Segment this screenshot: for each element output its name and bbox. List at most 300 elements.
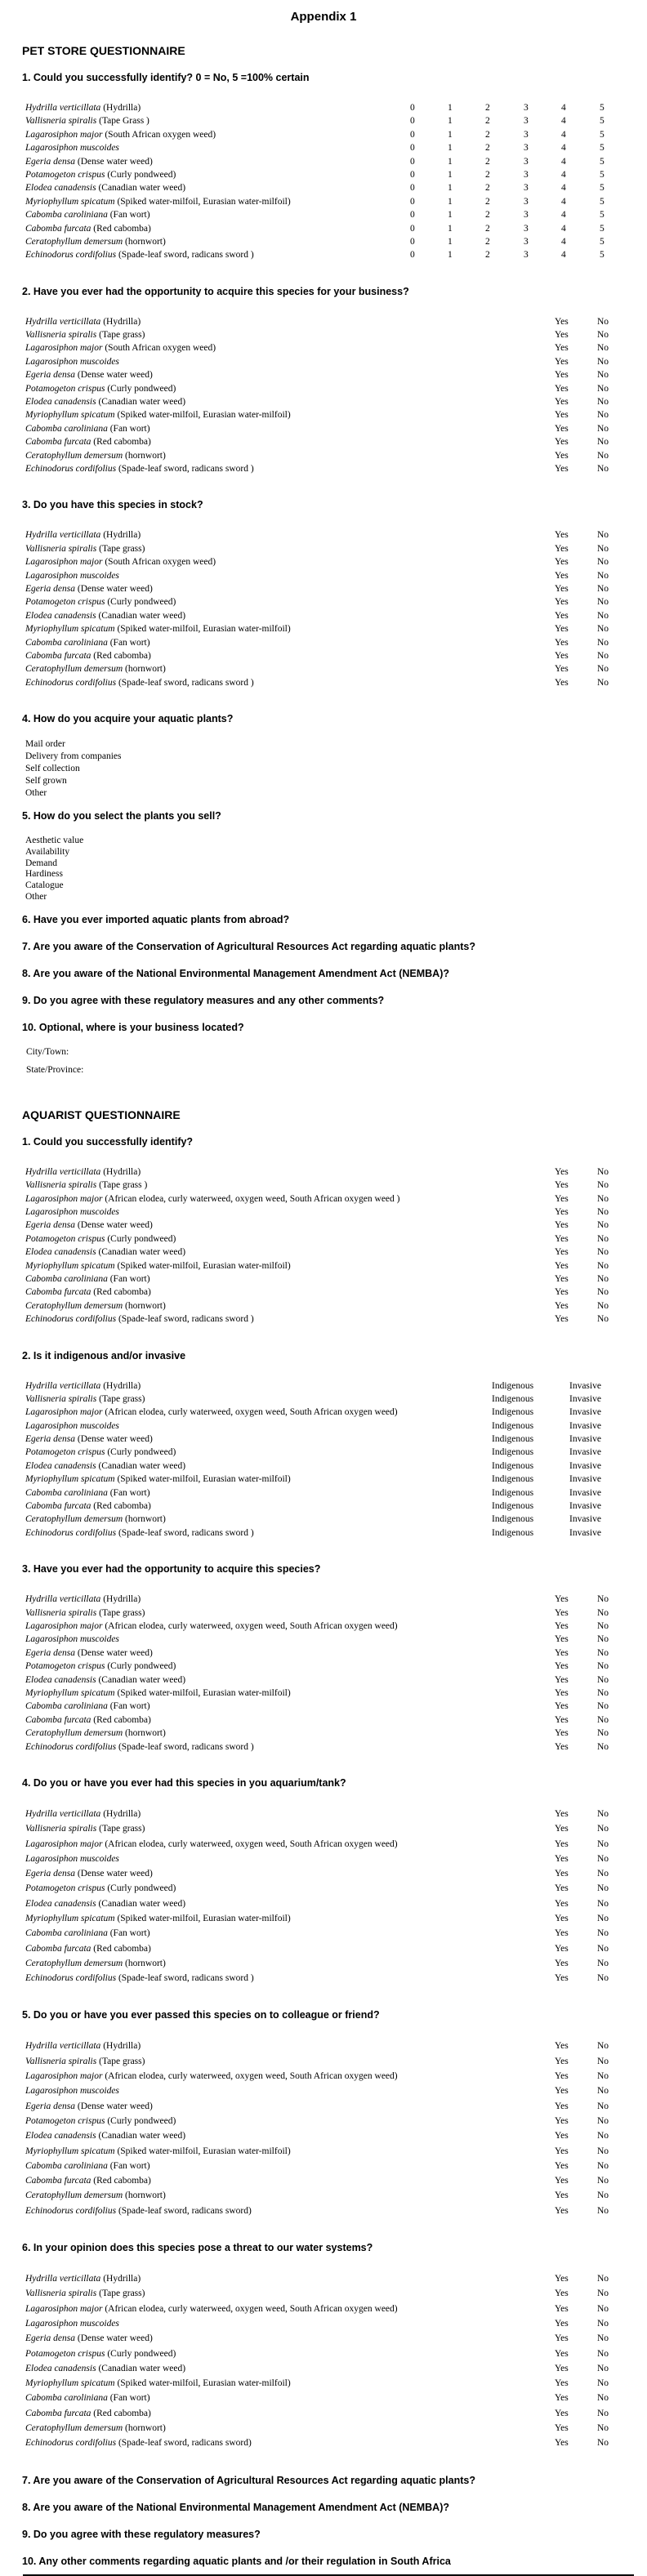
species-common-name: (Spiked water-milfoil, Eurasian water-milfoil)	[114, 410, 291, 421]
species-row	[0, 1473, 647, 1486]
answer-option-yes: Yes	[555, 1273, 569, 1284]
species-name	[25, 397, 185, 407]
answer-option-yes: Yes	[555, 1207, 569, 1218]
species-name	[25, 2176, 151, 2186]
species-row	[0, 1660, 647, 1673]
species-name	[25, 210, 150, 220]
species-common-name: (Canadian water weed)	[96, 1898, 186, 1909]
answer-option-yes: Yes	[555, 2333, 569, 2344]
species-name	[25, 584, 153, 594]
answer-option-5: 5	[600, 156, 605, 167]
species-common-name: (Dense water weed)	[75, 2333, 153, 2344]
species-scientific-name: Hydrilla verticillata	[25, 1594, 101, 1605]
species-name	[25, 2057, 145, 2066]
species-scientific-name: Lagarosiphon muscoides	[25, 570, 119, 581]
species-scientific-name: Elodea canadensis	[25, 1674, 96, 1685]
answer-option-no: No	[597, 1233, 609, 1244]
answer-option-3: 3	[524, 156, 529, 167]
species-table	[0, 1807, 647, 1986]
species-row	[0, 2331, 647, 2346]
document-page	[0, 10, 647, 2567]
species-common-name: (Curly pondweed)	[105, 2115, 176, 2126]
species-name	[25, 2378, 291, 2388]
answer-option-no: No	[597, 1661, 609, 1672]
species-name	[25, 1167, 141, 1177]
species-common-name: (Tape grass)	[96, 1393, 145, 1404]
location-fields	[26, 1047, 647, 1076]
species-row	[0, 168, 647, 181]
answer-option-5: 5	[600, 250, 605, 261]
species-name	[25, 1180, 147, 1190]
species-scientific-name: Lagarosiphon muscoides	[25, 1634, 119, 1645]
species-common-name: (Spade-leaf sword, radicans sword)	[116, 2205, 252, 2216]
species-scientific-name: Lagarosiphon major	[25, 1621, 103, 1631]
answer-option-no: No	[597, 543, 609, 554]
question-heading-aquarist-10: 10. Any other comments regarding aquatic plants and /or their regulation in South Africa	[22, 2555, 451, 2567]
choice-option: Other	[25, 788, 47, 799]
species-row	[0, 1272, 647, 1286]
species-common-name: (Spiked water-milfoil, Eurasian water-milfoil)	[114, 196, 291, 207]
species-row	[0, 248, 647, 261]
answer-option-2: 2	[485, 129, 490, 140]
location-field-label: City/Town:	[26, 1046, 69, 1057]
species-scientific-name: Egeria densa	[25, 1220, 76, 1231]
answer-option-invasive: Invasive	[569, 1474, 601, 1485]
species-scientific-name: Hydrilla verticillata	[25, 2041, 101, 2052]
species-row	[0, 542, 647, 555]
species-common-name: (South African oxygen weed)	[102, 343, 216, 354]
species-row	[0, 341, 647, 354]
species-name	[25, 1914, 291, 1923]
answer-option-yes: Yes	[555, 1808, 569, 1819]
question-heading-aquarist-3: 3. Have you ever had the opportunity to acquire this species?	[22, 1563, 321, 1575]
answer-option-3: 3	[524, 223, 529, 234]
species-name	[25, 2086, 119, 2096]
answer-option-yes: Yes	[555, 677, 569, 688]
answer-option-no: No	[597, 2318, 609, 2329]
species-common-name: (Hydrilla)	[100, 316, 141, 327]
answer-option-no: No	[597, 2205, 609, 2216]
answer-option-yes: Yes	[555, 343, 569, 354]
question-heading-aquarist-9: 9. Do you agree with these regulatory measures?	[22, 2528, 261, 2540]
species-name	[25, 1661, 176, 1671]
answer-option-yes: Yes	[555, 1728, 569, 1739]
answer-option-yes: Yes	[555, 1166, 569, 1177]
answer-option-no: No	[597, 1634, 609, 1645]
answer-option-yes: Yes	[555, 570, 569, 581]
species-common-name: (Red cabomba)	[91, 1501, 151, 1512]
species-row	[0, 368, 647, 381]
species-common-name: (Curly pondweed)	[105, 1233, 176, 1244]
species-row	[0, 1419, 647, 1433]
species-name	[25, 1824, 145, 1834]
species-name	[25, 2190, 166, 2200]
answer-option-no: No	[597, 664, 609, 675]
species-table	[0, 315, 647, 476]
species-common-name: (Spade-leaf sword, radicans sword)	[116, 2438, 252, 2449]
species-common-name: (Spade-leaf sword, radicans sword )	[116, 1314, 254, 1325]
answer-option-no: No	[597, 1958, 609, 1968]
answer-option-invasive: Invasive	[569, 1380, 601, 1391]
answer-option-yes: Yes	[555, 1260, 569, 1271]
answer-option-yes: Yes	[555, 2408, 569, 2418]
species-scientific-name: Cabomba caroliniana	[25, 637, 108, 648]
species-common-name: (Fan wort)	[107, 2160, 150, 2171]
species-name	[25, 143, 119, 153]
answer-option-no: No	[597, 2071, 609, 2082]
species-common-name: (Red cabomba)	[91, 650, 151, 661]
answer-option-yes: Yes	[555, 2274, 569, 2284]
species-name	[25, 1247, 185, 1257]
species-scientific-name: Potamogeton crispus	[25, 2115, 105, 2126]
species-row	[0, 1446, 647, 1459]
species-name	[25, 237, 166, 247]
species-scientific-name: Echinodorus cordifolius	[25, 2205, 117, 2216]
species-name	[25, 116, 149, 126]
answer-option-invasive: Invasive	[569, 1420, 601, 1431]
answer-option-indigenous: Indigenous	[492, 1501, 534, 1512]
species-name	[25, 357, 119, 367]
species-common-name: (Spade-leaf sword, radicans sword )	[116, 1527, 254, 1538]
species-row	[0, 1406, 647, 1419]
location-field-label: State/Province:	[26, 1064, 84, 1075]
answer-option-yes: Yes	[555, 557, 569, 568]
species-common-name: (Red cabomba)	[91, 1287, 151, 1298]
species-row	[0, 2039, 647, 2053]
answer-option-invasive: Invasive	[569, 1487, 601, 1498]
answer-option-no: No	[597, 650, 609, 661]
species-name	[25, 611, 185, 621]
species-name	[25, 1261, 291, 1271]
species-name	[25, 2289, 145, 2298]
species-name	[25, 1488, 150, 1498]
species-scientific-name: Cabomba caroliniana	[25, 1701, 108, 1712]
answer-option-no: No	[597, 2393, 609, 2404]
answer-option-3: 3	[524, 210, 529, 221]
answer-option-0: 0	[410, 196, 415, 207]
answer-option-no: No	[597, 343, 609, 354]
species-table	[0, 1593, 647, 1754]
species-row	[0, 1286, 647, 1299]
question-heading-aquarist-8: 8. Are you aware of the National Environmental Management Amendment Act (NEMBA)?	[22, 2501, 449, 2513]
species-row	[0, 2391, 647, 2405]
species-common-name: (hornwort)	[123, 236, 166, 247]
species-common-name: (Red cabomba)	[91, 1714, 151, 1725]
species-name	[25, 1899, 185, 1909]
species-common-name: (African elodea, curly waterweed, oxygen weed, South African oxygen weed)	[102, 1621, 398, 1631]
question-heading-aquarist-2: 2. Is it indigenous and/or invasive	[22, 1349, 186, 1362]
species-scientific-name: Lagarosiphon major	[25, 343, 103, 354]
answer-option-invasive: Invasive	[569, 1527, 601, 1538]
answer-option-0: 0	[410, 223, 415, 234]
species-name	[25, 183, 185, 193]
answer-option-no: No	[597, 1869, 609, 1879]
answer-option-no: No	[597, 1607, 609, 1618]
answer-option-yes: Yes	[555, 637, 569, 648]
species-scientific-name: Lagarosiphon muscoides	[25, 356, 119, 367]
answer-option-no: No	[597, 1674, 609, 1685]
species-row	[0, 2376, 647, 2391]
answer-option-no: No	[597, 1928, 609, 1939]
answer-option-no: No	[597, 624, 609, 635]
answer-option-yes: Yes	[555, 1883, 569, 1894]
species-name	[25, 1501, 151, 1511]
answer-option-4: 4	[561, 169, 566, 180]
species-scientific-name: Ceratophyllum demersum	[25, 450, 123, 461]
species-name	[25, 1883, 176, 1893]
species-common-name: (Curly pondweed)	[105, 1883, 176, 1894]
answer-option-yes: Yes	[555, 2303, 569, 2314]
answer-option-3: 3	[524, 196, 529, 207]
species-common-name: (Red cabomba)	[91, 2176, 151, 2186]
answer-option-4: 4	[561, 129, 566, 140]
species-name	[25, 1514, 166, 1524]
species-scientific-name: Vallisneria spiralis	[25, 330, 97, 341]
species-row	[0, 128, 647, 141]
answer-option-0: 0	[410, 169, 415, 180]
species-scientific-name: Myriophyllum spicatum	[25, 1474, 115, 1485]
answer-option-invasive: Invasive	[569, 1434, 601, 1445]
question-heading-pet-store-7: 7. Are you aware of the Conservation of Agricultural Resources Act regarding aquatic plants?	[22, 940, 475, 952]
species-name	[25, 1220, 153, 1230]
species-scientific-name: Lagarosiphon muscoides	[25, 2086, 119, 2097]
answer-option-no: No	[597, 1838, 609, 1849]
species-name	[25, 664, 166, 674]
species-name	[25, 1287, 151, 1297]
species-scientific-name: Cabomba furcata	[25, 1287, 91, 1298]
question-heading-aquarist-1: 1. Could you successfully identify?	[22, 1135, 194, 1148]
answer-option-2: 2	[485, 116, 490, 127]
answer-option-1: 1	[448, 129, 453, 140]
species-table	[0, 2039, 647, 2218]
species-name	[25, 2364, 185, 2373]
answer-option-0: 0	[410, 116, 415, 127]
answer-option-indigenous: Indigenous	[492, 1393, 534, 1404]
species-common-name: (Dense water weed)	[75, 2101, 153, 2111]
species-name	[25, 638, 150, 648]
answer-option-yes: Yes	[555, 1287, 569, 1298]
answer-option-no: No	[597, 1300, 609, 1311]
answer-option-3: 3	[524, 103, 529, 113]
species-common-name: (Fan wort)	[107, 1487, 150, 1498]
answer-option-no: No	[597, 1220, 609, 1231]
answer-option-yes: Yes	[555, 1869, 569, 1879]
species-name	[25, 530, 141, 540]
species-common-name: (Spade-leaf sword, radicans sword )	[116, 250, 254, 261]
species-row	[0, 622, 647, 635]
species-scientific-name: Lagarosiphon major	[25, 1838, 103, 1849]
answer-option-2: 2	[485, 143, 490, 154]
species-scientific-name: Hydrilla verticillata	[25, 2274, 101, 2284]
answer-option-4: 4	[561, 210, 566, 221]
species-name	[25, 1407, 398, 1417]
answer-option-no: No	[597, 2289, 609, 2299]
species-scientific-name: Myriophyllum spicatum	[25, 624, 115, 635]
species-row	[0, 1526, 647, 1540]
species-common-name: (Canadian water weed)	[96, 610, 186, 621]
species-scientific-name: Egeria densa	[25, 583, 76, 594]
species-row	[0, 101, 647, 114]
species-name	[25, 197, 291, 207]
species-scientific-name: Echinodorus cordifolius	[25, 1314, 117, 1325]
answer-option-1: 1	[448, 210, 453, 221]
species-row	[0, 1714, 647, 1727]
answer-option-yes: Yes	[555, 463, 569, 474]
species-scientific-name: Cabomba furcata	[25, 2408, 91, 2418]
answer-option-2: 2	[485, 250, 490, 261]
choice-list	[25, 836, 647, 903]
species-name	[25, 678, 254, 688]
question-heading-aquarist-7: 7. Are you aware of the Conservation of Agricultural Resources Act regarding aquatic plants?	[22, 2474, 475, 2486]
answer-option-5: 5	[600, 129, 605, 140]
species-common-name: (Red cabomba)	[91, 437, 151, 448]
answer-option-0: 0	[410, 143, 415, 154]
answer-option-yes: Yes	[555, 330, 569, 341]
species-row	[0, 1700, 647, 1713]
species-row	[0, 676, 647, 689]
answer-option-no: No	[597, 2303, 609, 2314]
answer-option-indigenous: Indigenous	[492, 1460, 534, 1471]
answer-option-no: No	[597, 1166, 609, 1177]
species-common-name: (Curly pondweed)	[105, 1661, 176, 1672]
answer-option-no: No	[597, 1647, 609, 1658]
answer-option-yes: Yes	[555, 1958, 569, 1968]
species-row	[0, 141, 647, 154]
species-row	[0, 2054, 647, 2069]
choice-option: Delivery from companies	[25, 751, 122, 762]
answer-option-yes: Yes	[555, 597, 569, 608]
answer-option-yes: Yes	[555, 2086, 569, 2097]
species-scientific-name: Egeria densa	[25, 1434, 76, 1445]
species-row	[0, 1971, 647, 1985]
answer-option-yes: Yes	[555, 2348, 569, 2359]
species-scientific-name: Elodea canadensis	[25, 2363, 96, 2373]
species-name	[25, 1809, 141, 1819]
answer-option-yes: Yes	[555, 2438, 569, 2449]
species-row	[0, 235, 647, 248]
species-scientific-name: Ceratophyllum demersum	[25, 1958, 123, 1968]
answer-option-no: No	[597, 1728, 609, 1739]
species-name	[25, 384, 176, 394]
species-row	[0, 2316, 647, 2331]
answer-option-no: No	[597, 1314, 609, 1325]
species-table	[0, 101, 647, 262]
species-common-name: (Dense water weed)	[75, 1220, 153, 1231]
species-row	[0, 449, 647, 462]
answer-option-yes: Yes	[555, 423, 569, 434]
answer-option-no: No	[597, 450, 609, 461]
answer-option-0: 0	[410, 236, 415, 247]
species-common-name: (Canadian water weed)	[96, 2363, 186, 2373]
species-scientific-name: Vallisneria spiralis	[25, 1180, 97, 1191]
species-name	[25, 1207, 119, 1217]
answer-option-no: No	[597, 330, 609, 341]
species-table	[0, 1165, 647, 1326]
species-name	[25, 1973, 254, 1983]
answer-option-yes: Yes	[555, 624, 569, 635]
species-row	[0, 2114, 647, 2128]
answer-option-yes: Yes	[555, 2160, 569, 2171]
species-common-name: (hornwort)	[123, 2423, 166, 2433]
species-scientific-name: Lagarosiphon major	[25, 2071, 103, 2082]
species-scientific-name: Myriophyllum spicatum	[25, 2146, 115, 2156]
species-scientific-name: Echinodorus cordifolius	[25, 1741, 117, 1752]
species-common-name: (Fan wort)	[107, 1273, 150, 1284]
species-row	[0, 609, 647, 622]
answer-option-no: No	[597, 583, 609, 594]
species-scientific-name: Egeria densa	[25, 1869, 76, 1879]
answer-option-yes: Yes	[555, 1701, 569, 1712]
species-scientific-name: Lagarosiphon major	[25, 1407, 103, 1418]
species-scientific-name: Lagarosiphon muscoides	[25, 2318, 119, 2329]
answer-option-indigenous: Indigenous	[492, 1407, 534, 1418]
species-row	[0, 1206, 647, 1219]
answer-option-yes: Yes	[555, 1233, 569, 1244]
question-heading-pet-store-10: 10. Optional, where is your business located?	[22, 1021, 244, 1033]
species-row	[0, 1881, 647, 1896]
species-name	[25, 597, 176, 607]
species-common-name: (hornwort)	[123, 1300, 166, 1311]
species-row	[0, 2361, 647, 2376]
species-name	[25, 1234, 176, 1244]
answer-option-no: No	[597, 677, 609, 688]
species-common-name: (Dense water weed)	[75, 1869, 153, 1879]
answer-option-yes: Yes	[555, 1928, 569, 1939]
answer-option-no: No	[597, 1273, 609, 1284]
species-name	[25, 2116, 176, 2126]
species-row	[0, 636, 647, 649]
species-scientific-name: Egeria densa	[25, 370, 76, 381]
species-row	[0, 114, 647, 127]
species-common-name: (Dense water weed)	[75, 370, 153, 381]
species-scientific-name: Elodea canadensis	[25, 183, 96, 194]
species-row	[0, 2084, 647, 2098]
answer-option-yes: Yes	[555, 1634, 569, 1645]
answer-option-yes: Yes	[555, 2423, 569, 2433]
species-scientific-name: Myriophyllum spicatum	[25, 1260, 115, 1271]
species-name	[25, 1474, 291, 1484]
species-name	[25, 2349, 176, 2359]
question-heading-pet-store-8: 8. Are you aware of the National Environmental Management Amendment Act (NEMBA)?	[22, 967, 449, 979]
answer-option-invasive: Invasive	[569, 1460, 601, 1471]
species-row	[0, 2406, 647, 2421]
species-table	[0, 1379, 647, 1540]
species-name	[25, 1461, 185, 1471]
species-scientific-name: Myriophyllum spicatum	[25, 1913, 115, 1923]
species-name	[25, 2131, 185, 2141]
species-name	[25, 2409, 151, 2418]
species-name	[25, 1869, 153, 1879]
species-common-name: (Hydrilla)	[100, 2274, 141, 2284]
species-name	[25, 2206, 252, 2216]
answer-option-4: 4	[561, 183, 566, 194]
species-name	[25, 130, 216, 140]
species-name	[25, 2146, 291, 2156]
species-scientific-name: Cabomba caroliniana	[25, 2393, 108, 2404]
species-common-name: (Hydrilla)	[100, 1594, 141, 1605]
species-row	[0, 2188, 647, 2203]
species-row	[0, 1727, 647, 1740]
species-row	[0, 1674, 647, 1687]
species-name	[25, 410, 291, 420]
species-common-name: (Hydrilla)	[100, 1166, 141, 1177]
answer-option-0: 0	[410, 103, 415, 113]
species-row	[0, 2286, 647, 2301]
answer-option-2: 2	[485, 103, 490, 113]
species-common-name: (Tape grass)	[96, 2056, 145, 2066]
species-scientific-name: Lagarosiphon muscoides	[25, 1420, 119, 1431]
species-scientific-name: Hydrilla verticillata	[25, 530, 101, 541]
